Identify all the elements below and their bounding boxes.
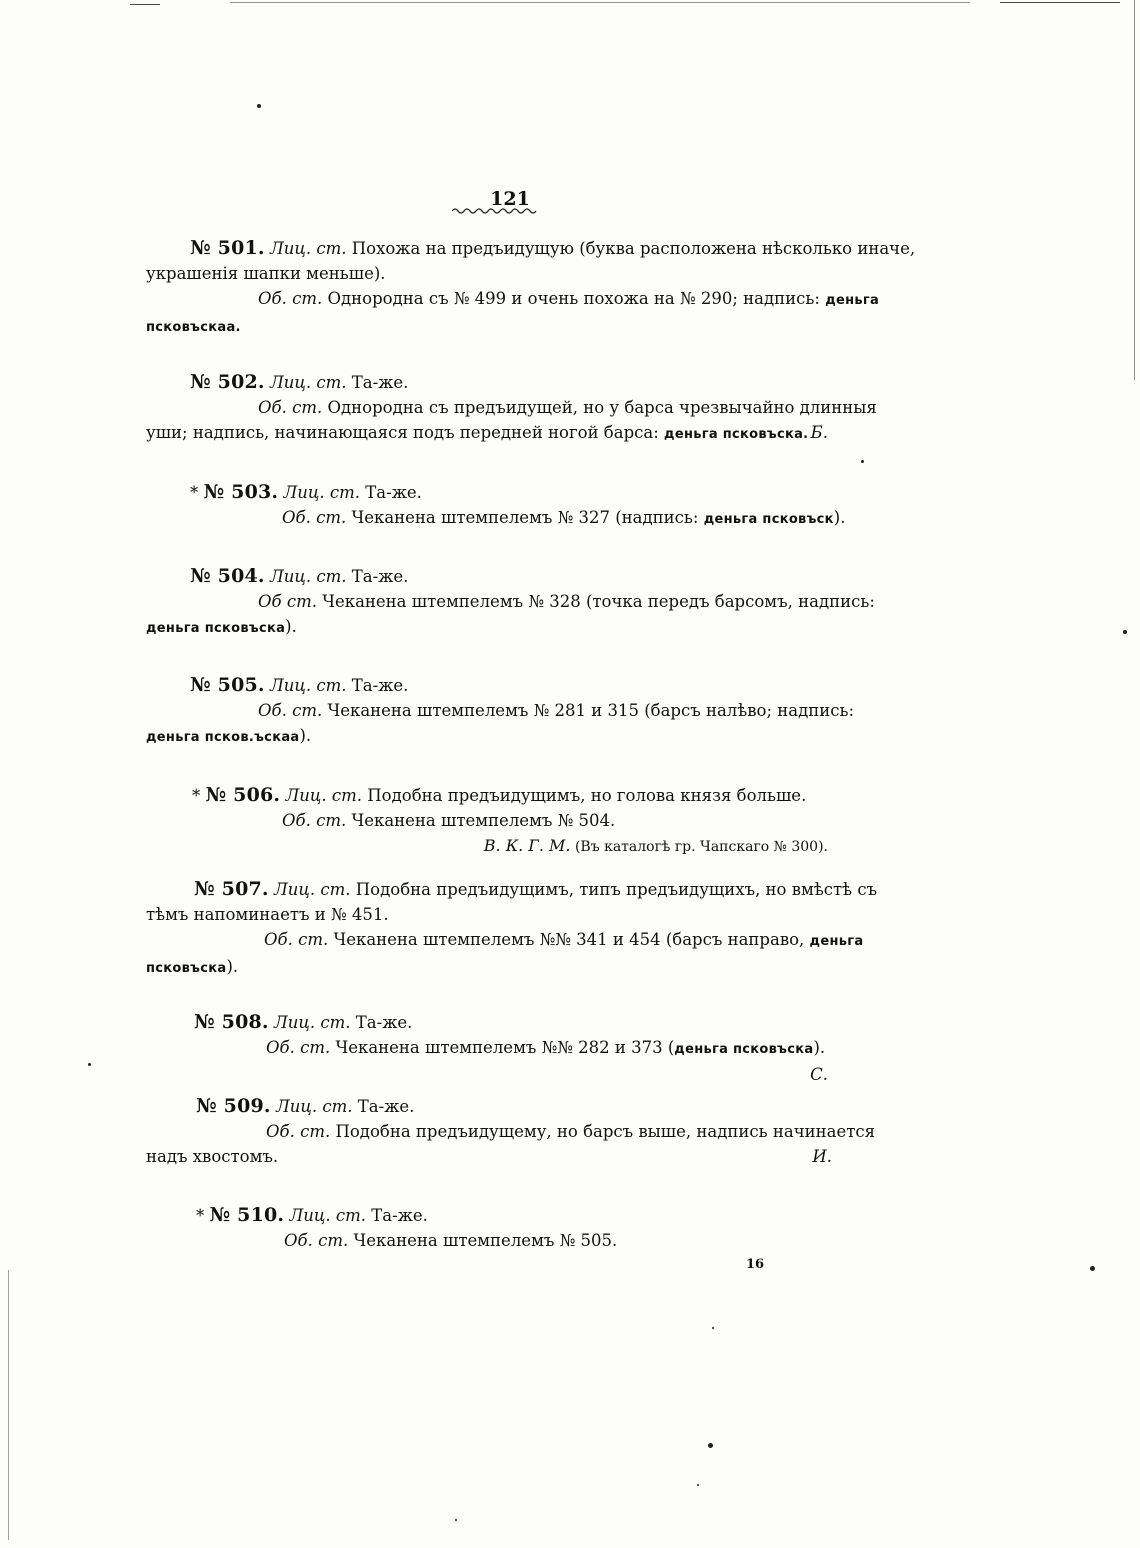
scan-speck [712, 1327, 714, 1329]
entry-number: № 501. [190, 237, 265, 259]
entry-number: № 502. [190, 371, 265, 393]
coin-inscription: деньга псков.ъскаа [146, 730, 300, 745]
reverse-line [146, 395, 877, 420]
obverse-text: Подобна предъидущимъ, но голова князя больше. [367, 786, 807, 805]
obverse-line [146, 370, 846, 395]
reverse-tail: ). [813, 1038, 826, 1057]
catalog-entry-502 [146, 370, 877, 447]
reverse-text: Чеканена штемпелемъ № 327 (надпись: [351, 508, 699, 527]
collection-line [146, 1062, 846, 1087]
entry-number: № 504. [190, 565, 265, 587]
entry-number: № 505. [190, 674, 265, 696]
page-number-ornament [452, 206, 538, 216]
source-line [146, 833, 846, 860]
star-mark: * [196, 1206, 205, 1225]
scan-edge-top-right [1000, 2, 1120, 3]
reverse-line [146, 1119, 875, 1144]
obverse-text: Подобна предъидущимъ, типъ предъидущихъ, но вмѣстѣ съ [355, 880, 878, 899]
obverse-label: Лиц. ст. [276, 1097, 353, 1116]
reverse-line-cont [146, 614, 846, 641]
reverse-line [146, 927, 864, 954]
obverse-label: Лиц. ст. [270, 373, 347, 392]
reverse-text-cont: надъ хвостомъ. [146, 1147, 279, 1166]
reverse-line [146, 589, 875, 614]
scan-speck [708, 1443, 713, 1448]
obverse-line [146, 1010, 846, 1035]
obverse-label: Лиц. ст. [270, 567, 347, 586]
reverse-tail: ). [299, 726, 312, 745]
obverse-text: Та-же. [351, 567, 409, 586]
obverse-label: Лиц. ст. [285, 786, 363, 805]
scan-edge-left [8, 1270, 9, 1540]
reverse-label: Об. ст. [284, 1231, 349, 1250]
obverse-text: Та-же. [357, 1097, 415, 1116]
collection-initials: В. К. Г. М. [483, 836, 571, 855]
reverse-line-cont [146, 313, 846, 340]
obverse-label: Лиц. ст. [274, 880, 351, 899]
entry-number: № 507. [194, 878, 269, 900]
obverse-text-cont: украшенія шапки меньше). [146, 264, 386, 283]
obverse-text: Та-же. [351, 676, 409, 695]
catalog-entry-501 [146, 236, 916, 340]
collection-initial: Б. [810, 423, 828, 442]
reverse-text: Чеканена штемпелемъ № 328 (точка передъ барсомъ, надпись: [322, 592, 875, 611]
scan-speck [697, 1484, 699, 1486]
reverse-text: Чеканена штемпелемъ № 504. [351, 811, 616, 830]
obverse-line-cont [146, 902, 846, 927]
obverse-text-cont: тѣмъ напоминаетъ и № 451. [146, 905, 389, 924]
scan-speck [1123, 630, 1127, 634]
reverse-label: Об. ст. [264, 930, 329, 949]
scan-speck [1090, 1266, 1095, 1271]
reverse-label: Об. ст. [266, 1038, 331, 1057]
obverse-line [146, 877, 878, 902]
obverse-text: Похожа на предъидущую (буква расположена нѣсколько иначе, [351, 239, 916, 258]
scan-edge-top [230, 2, 970, 3]
obverse-line [146, 480, 846, 505]
scan-speck [455, 1519, 457, 1521]
obverse-text: Та-же. [365, 483, 422, 502]
reverse-tail: ). [285, 617, 297, 636]
obverse-label: Лиц. ст. [270, 676, 347, 695]
obverse-text: Та-же. [371, 1206, 428, 1225]
coin-inscription: деньга псковъска [674, 1042, 814, 1057]
star-mark: * [192, 786, 201, 805]
reverse-line [146, 808, 846, 833]
reverse-label: Об. ст. [258, 289, 323, 308]
entry-number: № 510. [209, 1204, 285, 1226]
obverse-text: Та-же. [355, 1013, 413, 1032]
catalog-entry-507 [146, 877, 878, 981]
reverse-line [146, 1035, 846, 1062]
reverse-line-cont [146, 1144, 846, 1169]
catalog-entry-503 [146, 480, 846, 532]
scan-speck [257, 104, 261, 108]
reverse-label: Об. ст. [266, 1122, 331, 1141]
reverse-text: Чеканена штемпелемъ №№ 341 и 454 (барсъ направо, [333, 930, 805, 949]
reverse-text: Подобна предъидущему, но барсъ выше, надпись начинается [335, 1122, 875, 1141]
reverse-label: Об. ст. [258, 701, 323, 720]
catalog-entry-504 [146, 564, 875, 641]
obverse-label: Лиц. ст. [283, 483, 361, 502]
entry-number: № 503. [203, 481, 279, 503]
obverse-label: Лиц. ст. [289, 1206, 367, 1225]
reverse-label: Об. ст. [258, 398, 323, 417]
reverse-text: Чеканена штемпелемъ № 281 и 315 (барсъ налѣво; надпись: [327, 701, 855, 720]
obverse-line [146, 783, 846, 808]
signature-mark: 16 [746, 1257, 765, 1272]
catalog-entry-505 [146, 673, 855, 750]
obverse-line [146, 1094, 846, 1119]
coin-inscription: деньга [825, 293, 880, 308]
obverse-line [146, 236, 916, 261]
scan-edge-right [1134, 0, 1135, 380]
collection-initial: И. [812, 1147, 832, 1166]
reverse-text: Чеканена штемпелемъ № 505. [353, 1231, 618, 1250]
coin-inscription: деньга псковъска. [664, 427, 809, 442]
obverse-line [146, 564, 846, 589]
coin-inscription-cont: псковъскаа. [146, 320, 241, 335]
scan-speck [861, 460, 864, 463]
reverse-label: Об. ст. [282, 811, 347, 830]
obverse-label: Лиц. ст. [270, 239, 347, 258]
reverse-text-cont: уши; надпись, начинающаяся подъ передней ногой барса: [146, 423, 659, 442]
reverse-tail: ). [226, 957, 239, 976]
reverse-text: Однородна съ предъидущей, но у барса чрезвычайно длинныя [327, 398, 877, 417]
reverse-label: Об ст. [258, 592, 317, 611]
reverse-line [146, 286, 880, 313]
obverse-line-cont [146, 261, 846, 286]
entry-number: № 509. [196, 1095, 271, 1117]
reverse-line-cont [146, 723, 846, 750]
obverse-line [146, 1203, 846, 1228]
catalog-entry-508 [146, 1010, 846, 1087]
catalog-entry-509 [146, 1094, 875, 1169]
reverse-line [146, 505, 846, 532]
catalog-entry-506 [146, 783, 846, 860]
coin-inscription: деньга псковъск [703, 512, 834, 527]
obverse-line [146, 673, 846, 698]
page-number: 121 [490, 188, 530, 210]
coin-inscription-cont: псковъска [146, 961, 227, 976]
scan-speck [88, 1063, 91, 1066]
reverse-tail: ). [833, 508, 846, 527]
reverse-line [146, 1228, 846, 1253]
entry-number: № 506. [205, 784, 281, 806]
catalog-entry-510 [146, 1203, 846, 1253]
coin-inscription: деньга [809, 934, 864, 949]
reverse-line-cont [146, 954, 846, 981]
collection-initial: С. [810, 1065, 828, 1084]
reverse-line [146, 698, 855, 723]
source-note: (Въ каталогѣ гр. Чапскаго № 300). [574, 839, 828, 855]
scan-edge-top-left [130, 4, 160, 5]
reverse-line-cont [146, 420, 846, 447]
reverse-text: Однородна съ № 499 и очень похожа на № 290; надпись: [327, 289, 820, 308]
obverse-text: Та-же. [351, 373, 409, 392]
reverse-label: Об. ст. [282, 508, 347, 527]
entry-number: № 508. [194, 1011, 269, 1033]
star-mark: * [190, 483, 199, 502]
obverse-label: Лиц. ст. [274, 1013, 351, 1032]
coin-inscription: деньга псковъска [146, 621, 286, 636]
reverse-text: Чеканена штемпелемъ №№ 282 и 373 ( [335, 1038, 675, 1057]
